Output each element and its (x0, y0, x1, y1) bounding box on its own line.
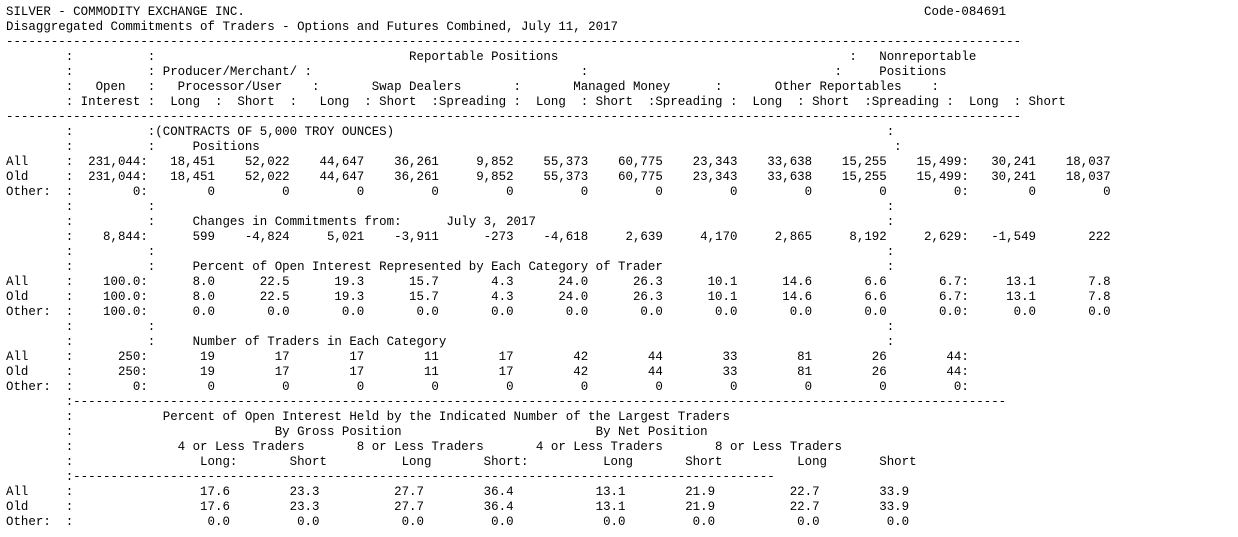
report-line: Other: : 0.0 0.0 0.0 0.0 0.0 0.0 0.0 0.0 (6, 515, 910, 529)
report-line: : :(CONTRACTS OF 5,000 TROY OUNCES) : (6, 125, 895, 139)
report-line: All : 231,044: 18,451 52,022 44,647 36,261 9,852 55,373 60,775 23,343 33,638 15,255 15,499: 30,241 18,037 (6, 155, 1111, 169)
report-line: : Long: Short Long Short: Long Short Long Short (6, 455, 917, 469)
report-line: ---------------------------------------------------------------------------------------------------------------------------------------- (6, 110, 1022, 124)
report-line: : Open : Processor/User : Swap Dealers : Managed Money : Other Reportables : (6, 80, 939, 94)
report-line: : : : (6, 320, 895, 334)
report-line: :----------------------------------------------------------------------------------------------------------------------------- (6, 395, 1007, 409)
report-line: Other: : 100.0: 0.0 0.0 0.0 0.0 0.0 0.0 0.0 0.0 0.0 0.0 0.0: 0.0 0.0 (6, 305, 1111, 319)
report-line: : : Number of Traders in Each Category : (6, 335, 895, 349)
report-line: : : : (6, 245, 895, 259)
report-line: Other: : 0: 0 0 0 0 0 0 0 0 0 0 0: 0 0 (6, 185, 1111, 199)
report-line: : : : (6, 200, 895, 214)
report-line: :---------------------------------------------------------------------------------------------- (6, 470, 775, 484)
report-line: Disaggregated Commitments of Traders - Options and Futures Combined, July 11, 2017 (6, 20, 619, 34)
report-line: : : Reportable Positions : Nonreportable (6, 50, 977, 64)
report-line: : : Percent of Open Interest Represented by Each Category of Trader : (6, 260, 895, 274)
report-line: All : 250: 19 17 17 11 17 42 44 33 81 26 44: (6, 350, 969, 364)
report-line: : : Producer/Merchant/ : : : Positions (6, 65, 947, 79)
report-line: : 8,844: 599 -4,824 5,021 -3,911 -273 -4,618 2,639 4,170 2,865 8,192 2,629: -1,549 222 (6, 230, 1111, 244)
report-line: SILVER - COMMODITY EXCHANGE INC. Code-084691 (6, 5, 1007, 19)
report-line: : By Gross Position By Net Position (6, 425, 708, 439)
report-line: : : Positions : (6, 140, 902, 154)
report-line: Old : 250: 19 17 17 11 17 42 44 33 81 26 44: (6, 365, 969, 379)
report-line: All : 100.0: 8.0 22.5 19.3 15.7 4.3 24.0 26.3 10.1 14.6 6.6 6.7: 13.1 7.8 (6, 275, 1111, 289)
report-line: ---------------------------------------------------------------------------------------------------------------------------------------- (6, 35, 1022, 49)
report-line: : Percent of Open Interest Held by the Indicated Number of the Largest Traders (6, 410, 730, 424)
report-line: : Interest : Long : Short : Long : Short :Spreading : Long : Short :Spreading : Long : Short :Spreading : Long : Short (6, 95, 1066, 109)
report-line: All : 17.6 23.3 27.7 36.4 13.1 21.9 22.7 33.9 (6, 485, 910, 499)
report-line: : 4 or Less Traders 8 or Less Traders 4 or Less Traders 8 or Less Traders (6, 440, 842, 454)
report-line: Old : 231,044: 18,451 52,022 44,647 36,261 9,852 55,373 60,775 23,343 33,638 15,255 15,499: 30,241 18,037 (6, 170, 1111, 184)
report-line: : : Changes in Commitments from: July 3, 2017 : (6, 215, 895, 229)
report-line: Old : 17.6 23.3 27.7 36.4 13.1 21.9 22.7 33.9 (6, 500, 910, 514)
report-line: Old : 100.0: 8.0 22.5 19.3 15.7 4.3 24.0 26.3 10.1 14.6 6.6 6.7: 13.1 7.8 (6, 290, 1111, 304)
report-line: Other: : 0: 0 0 0 0 0 0 0 0 0 0 0: (6, 380, 969, 394)
